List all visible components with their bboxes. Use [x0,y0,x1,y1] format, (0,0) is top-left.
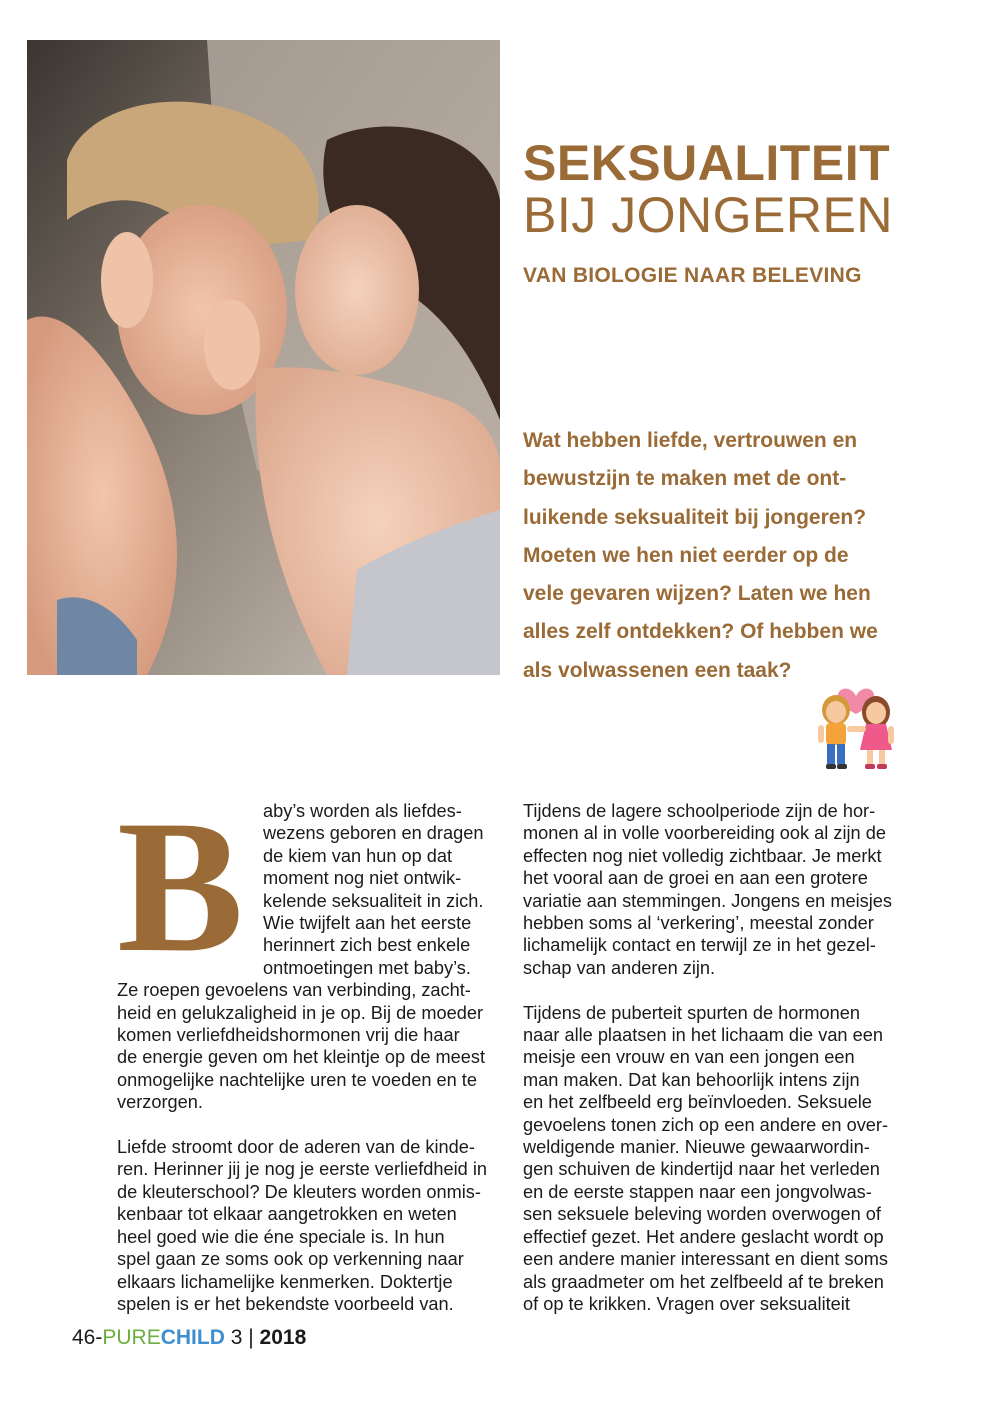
intro-line: luikende seksualiteit bij jongeren? [523,505,867,529]
paragraph [523,800,906,979]
paragraph-line: de kleuterschool? De kleuters worden onmis- [117,1181,481,1202]
paragraph-line: de kiem van hun op dat [263,845,453,866]
couple-in-bed-photo [27,40,500,675]
paragraph-line: lichamelijk contact en terwijl ze in het gezel- [523,935,876,956]
paragraph-line: ren. Herinner jij je nog je eerste verliefdheid in [117,1159,488,1180]
intro-line: Wat hebben liefde, vertrouwen en [523,429,858,452]
paragraph-line: kelende seksualiteit in zich. [263,890,484,911]
paragraph-line: sen seksuele beleving worden overwogen of [523,1204,881,1225]
paragraph-line: effecten nog niet volledig zichtbaar. Je merkt [523,845,882,866]
paragraph-line: schap van anderen zijn. [523,957,716,978]
paragraph-line: hebben soms al ‘verkering’, meestal zonder [523,913,874,934]
paragraph-line: Ze roepen gevoelens van verbinding, zacht- [117,980,471,1001]
paragraph-line: onmogelijke nachtelijke uren te voeden en te [117,1069,477,1090]
paragraph-line: Tijdens de lagere schoolperiode zijn de hor- [523,801,876,821]
intro-line: alles zelf ontdekken? Of hebben we [523,620,878,644]
paragraph-line: komen verliefdheidshormonen vrij die haar [117,1025,460,1046]
intro-line: als volwassenen een taak? [523,658,792,682]
paragraph-line: variatie aan stemmingen. Jongens en meisjes [523,890,892,911]
paragraph-line: Liefde stroomt door de aderen van de kinde- [117,1137,475,1158]
paragraph-line: gen schuiven de kindertijd naar het verleden [523,1159,880,1180]
brand-pure: PURE [102,1326,161,1349]
paragraph-line: elkaars lichamelijke kenmerken. Doktertje [117,1271,453,1292]
paragraph-line: verzorgen. [117,1092,203,1113]
title-line-1: SEKSUALITEIT [523,135,891,191]
article-title [523,135,983,243]
paragraph-line: wezens geboren en dragen [263,823,484,844]
brand-child: CHILD [160,1326,225,1349]
paragraph-line: de energie geven om het kleintje op de meest [117,1047,486,1068]
paragraph-line: monen al in volle voorbereiding ook al zijn de [523,823,886,844]
paragraph-line: ontmoetingen met baby’s. [263,957,471,978]
paragraph-line: aby’s worden als liefdes- [263,801,462,821]
paragraph-line: effectief gezet. Het andere geslacht wordt op [523,1226,884,1247]
paragraph-line: spelen is er het bekendste voorbeeld van. [117,1293,454,1314]
title-line-2: BIJ JONGEREN [523,187,893,243]
paragraph-line: naar alle plaatsen in het lichaam die van een [523,1025,883,1046]
paragraph-line: herinnert zich best enkele [263,935,471,956]
paragraph-line: heel goed wie die éne speciale is. In hun [117,1226,445,1247]
article-subtitle: VAN BIOLOGIE NAAR BELEVING [523,264,862,287]
intro-line: bewustzijn te maken met de ont- [523,467,847,491]
article-intro [523,422,923,690]
paragraph-line: spel gaan ze soms ook op verkenning naar [117,1249,464,1270]
intro-line: Moeten we hen niet eerder op de [523,543,849,567]
paragraph-line: weldigende manier. Nieuwe gewaarwordin- [523,1137,870,1158]
page-number: 46- [72,1326,103,1349]
paragraph-line: man maken. Dat kan behoorlijk intens zijn [523,1069,860,1090]
couple-with-heart-icon [806,676,906,776]
issue-number: 3 | [224,1326,260,1349]
paragraph-line: meisje een vrouw en van een jongen een [523,1047,855,1068]
paragraph-line: en de eerste stappen naar een jongvolwas- [523,1181,872,1202]
article-column-left [117,800,497,1338]
paragraph-line: Wie twijfelt aan het eerste [263,913,472,934]
paragraph [523,1002,906,1316]
paragraph-line: gevoelens tonen zich op een andere en over- [523,1114,889,1135]
intro-line: vele gevaren wijzen? Laten we hen [523,582,871,606]
article-column-right [523,800,906,1338]
paragraph-line: heid en gelukzaligheid in je op. Bij de moeder [117,1002,484,1023]
issue-year: 2018 [259,1326,307,1349]
paragraph-line: Tijdens de puberteit spurten de hormonen [523,1002,861,1023]
page-footer [72,1326,306,1350]
paragraph [117,800,497,1114]
drop-cap-letter: B [117,800,244,968]
paragraph-line: een andere manier interessant en dient soms [523,1249,888,1270]
paragraph-line: het vooral aan de groei en aan een grotere [523,868,868,889]
paragraph-line: kenbaar tot elkaar aangetrokken en weten [117,1204,457,1225]
paragraph-line: moment nog niet ontwik- [263,868,462,889]
paragraph-line: en het zelfbeeld erg beïnvloeden. Seksuele [523,1092,872,1113]
paragraph-line: of op te krikken. Vragen over seksualiteit [523,1293,850,1314]
paragraph-line: als graadmeter om het zelfbeeld af te breken [523,1271,884,1292]
paragraph [117,1136,497,1315]
